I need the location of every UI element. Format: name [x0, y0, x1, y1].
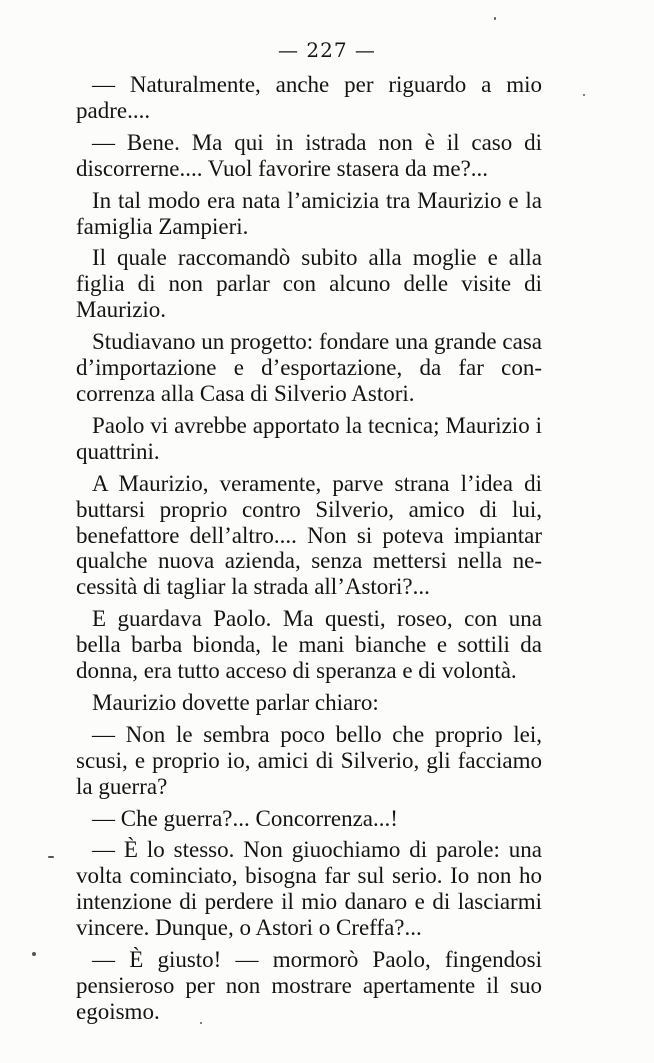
scan-speck	[48, 856, 54, 858]
paragraph: E guardava Paolo. Ma questi, roseo, con una bella barba bionda, le mani bianche e sottili da donna, era tutto acceso di speranza e di volontà.	[76, 606, 542, 684]
scan-speck	[200, 1022, 202, 1024]
body-text	[76, 72, 542, 1031]
paragraph: Paolo vi avrebbe apportato la tecnica; Maurizio i quattrini.	[76, 412, 542, 464]
scan-speck	[32, 952, 36, 956]
scan-speck	[494, 17, 496, 20]
paragraph: Studiavano un progetto: fondare una grande casa d’importazione e d’esportazione, da far concorrenza alla Casa di Silverio Astori.	[76, 329, 542, 406]
paragraph: — Bene. Ma qui in istrada non è il caso di discorrerne.... Vuol favorire stasera da me?...	[76, 129, 542, 181]
paragraph: Maurizio dovette parlar chiaro:	[92, 689, 379, 715]
paragraph: — È giusto! — mormorò Paolo, fingendosi pensieroso per non mostrare apertamente il suo egoismo.	[76, 947, 542, 1024]
paragraph: A Maurizio, veramente, parve strana l’idea di buttarsi proprio contro Silverio, amico di lui, benefattore dell’altro.... Non si poteva impiantar qualche nuova azienda, senza mettersi nella necessità di tagliar la strada all’Astori?...	[76, 470, 542, 600]
paragraph: — Naturalmente, anche per riguardo a mio padre....	[76, 72, 542, 123]
paragraph: — Che guerra?... Concorrenza...!	[92, 805, 398, 831]
page-number: — 227 —	[278, 38, 376, 62]
scan-speck	[583, 94, 585, 96]
paragraph: — È lo stesso. Non giuochiamo di parole: una volta cominciato, bisogna far sul serio. Io non ho intenzione di perdere il mio danaro e di lasciarmi vincere. Dunque, o Astori o Creffa?...	[76, 837, 542, 941]
paragraph: In tal modo era nata l’amicizia tra Maurizio e la famiglia Zampieri.	[76, 187, 542, 239]
paragraph: — Non le sembra poco bello che proprio lei, scusi, e proprio io, amici di Silverio, gli facciamo la guerra?	[76, 721, 542, 799]
paragraph: Il quale raccomandò subito alla moglie e alla figlia di non parlar con alcuno delle visite di Maurizio.	[76, 245, 542, 323]
